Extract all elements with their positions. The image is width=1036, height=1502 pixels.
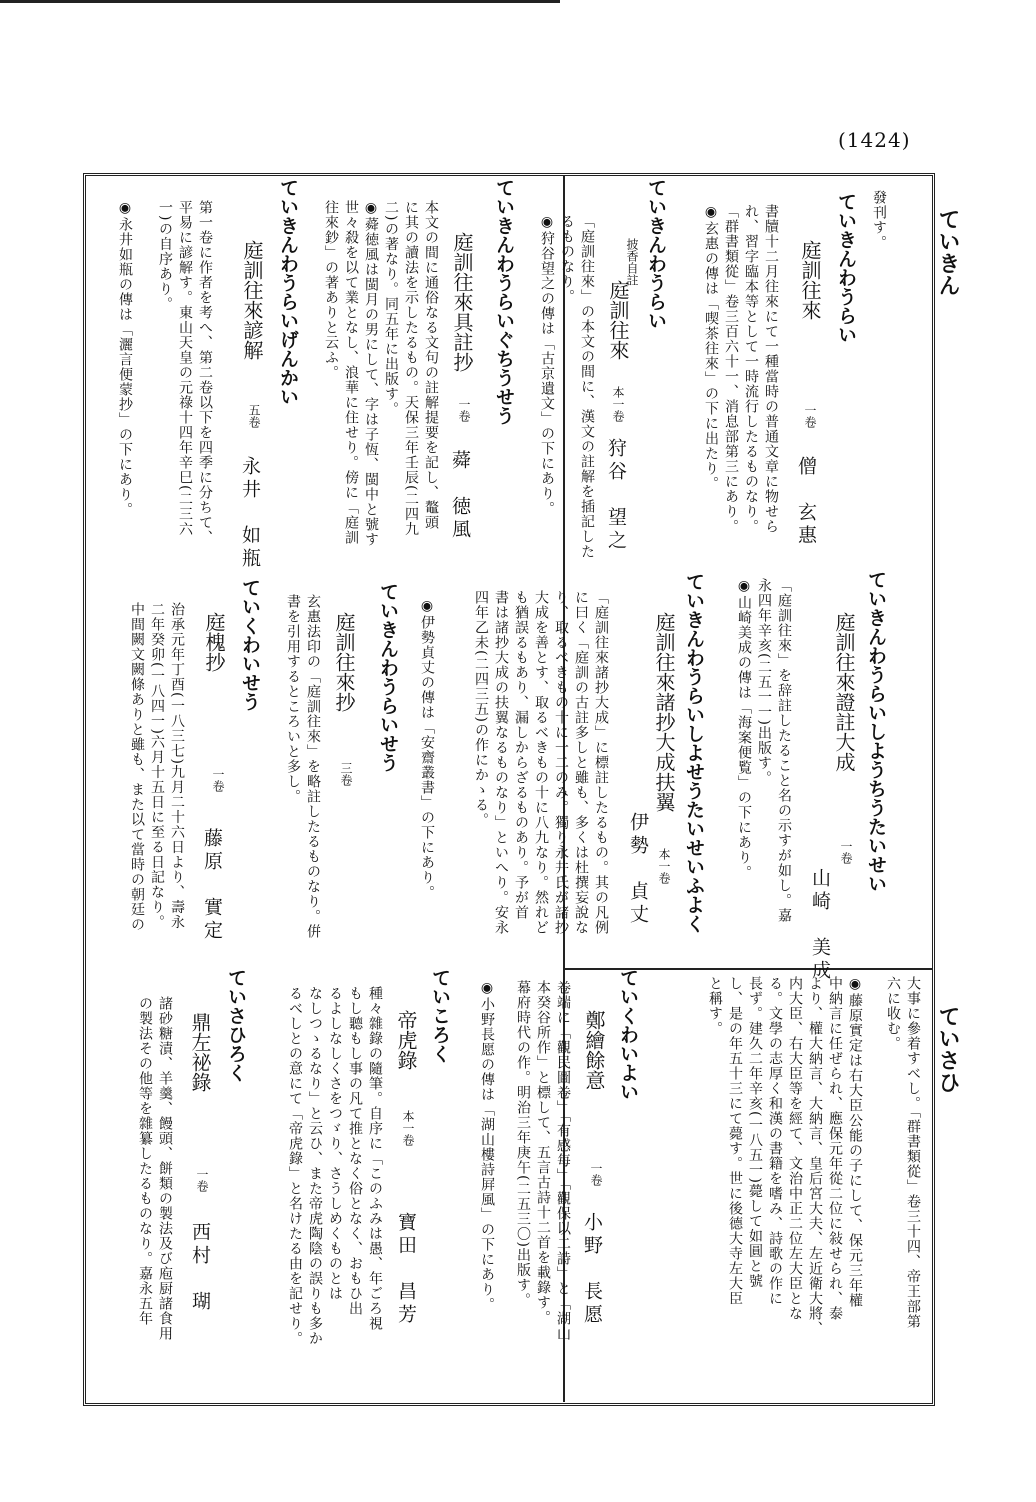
text-line: れ、習字臨本等として一時流行したるものなり。 [743,204,759,534]
text-line: 第一卷に作者を考へ、第二卷以下を四季に分ちて、 [197,200,213,545]
entry-title: 庭訓往來 [606,280,630,360]
top-rule [0,0,560,3]
text-line: 諸砂糖漬、羊羹、饅頭、餅類の製法及び庖厨諸食用 [157,996,173,1341]
text-line: 「庭訓往來諸抄大成」に標註したるもの。其の凡例 [593,590,609,935]
entry-author: 僧 玄惠 [795,456,817,548]
text-line: り、取るべきもの十に一二のみ。獨り永井氏が諸抄 [553,590,569,935]
text-line: 二年癸卯(一八四一)六月十五日に至る日記なり。 [149,602,165,930]
entry-author: 山崎 美成 [809,868,831,983]
entry-author: 蕣 徳風 [449,450,471,542]
entry-title: 鼎左祕錄 [188,1012,212,1092]
text-line: 玄惠法印の「庭訓往來」を略註したるものなり。倂 [305,594,321,939]
text-line: 「庭訓往來」の本文の間に、漢文の註解を插記した [579,214,595,559]
entry-heading: ていさひろく [225,968,247,1082]
text-line: 一)の自序あり。 [157,200,173,312]
entry-title: 庭槐抄 [202,612,226,672]
entry-note: 披香自註 [625,238,639,286]
text-line: 中納言に任ぜられ、應保元年從二位に敍せられ、泰 [827,976,843,1321]
side-label-top: ていきん [935,208,960,296]
text-line: 幕府時代の作。明治三年庚午(二五三〇)出版す。 [515,980,531,1308]
text-line: 種々雜錄の隨筆。自序に「このふみは愚、年ごろ視 [367,986,383,1331]
text-line: る。文學の志厚く和漢の書籍を嗜み、詩歌の作に [767,976,783,1306]
entry-volumes: 一卷 [803,404,817,428]
text-line: るべしとの意にて「帝虎錄」と名けたる由を記せり。 [287,986,303,1346]
side-label-bottom: ていさひ [935,1005,960,1093]
entry-volumes: 一卷 [195,1168,209,1192]
text-line: 平易に諺解す。東山天皇の元祿十四年辛巳(二三六 [177,200,193,537]
text-line: ◉玄惠の傳は「喫茶往來」の下に出たり。 [703,204,719,491]
text-line: 二)の著なり。同五年に出版す。 [383,200,399,417]
text-line: より、權大納言、大納言、皇后宮大夫、左近衛大將、 [807,976,823,1336]
text-line: 書は諸抄大成の扶翼なるものなり」といへり。安永 [493,590,509,935]
entry-heading: ていきんわうらい [835,192,857,344]
entry-heading: ていくわいよい [617,968,639,1101]
text-line: 本文の間に通俗なる文句の註解提要を記し、鼇頭 [423,200,439,530]
text-line: 書を引用するところいと多し。 [285,594,301,804]
entry-title: 庭訓往來諺解 [240,240,264,360]
text-line: 發刊す。 [871,190,887,250]
text-line: なしつゝるなり」と云ひ、また帝虎陶陰の誤りも多か [307,986,323,1346]
text-line: に曰く「庭訓の古註多しと雖も、多くは杜撰妄說な [573,590,589,935]
entry-author: 小野 長愿 [581,1212,603,1327]
text-line: 治承元年丁酉(一八三七)九月二十六日より、壽永 [169,602,185,930]
entry-title: 庭訓往來抄 [332,612,356,712]
entry-title: 庭訓往來諸抄大成扶翼 [652,612,676,812]
entry-volumes: 一卷 [211,768,225,792]
entry-title: 庭訓往來 [798,240,822,320]
entry-title: 鄭繪餘意 [582,1010,606,1090]
entry-author: 寶田 昌芳 [395,1212,417,1327]
text-line: 「庭訓往來」を辞註したること名の示すが如し。嘉 [776,578,792,923]
text-line: ◉蕣徳風は閩月の男にして、字は子恆、閩中と號す [363,200,379,547]
entry-heading: ていきんわうらいげんかい [277,178,299,406]
text-line: に其の讀法を示したるもの。天保三年壬辰(二四九 [403,200,419,537]
text-line: 永四年辛亥(二五一一)出版す。 [756,578,772,786]
text-line: 「群書類從」卷三百六十一、消息部第三にあり。 [723,204,739,534]
text-line: 中間闕文闕條ありと雖も、また以て當時の朝廷の [129,602,145,932]
text-line: ◉藤原實定は右大臣公能の子にして、保元三年權 [847,976,863,1308]
text-line: ◉伊勢貞丈の傳は「安齋叢書」の下にあり。 [419,598,435,900]
entry-title: 庭訓往來具註抄 [450,232,474,372]
entry-heading: ていくわいせう [239,578,261,711]
text-line: 長ず。建久二年辛亥(一八五一)薨して如圓と號 [747,976,763,1289]
text-line: 書牘十二月往來にて一種當時の普通文章に物せら [763,204,779,534]
entry-heading: ていきんわうらいぐちうせう [493,178,515,425]
entry-volumes: 三卷 [339,762,353,786]
entry-author: 西村 瑚 [189,1222,211,1314]
entry-volumes: 一卷 [839,840,853,864]
text-line: 内大臣、右大臣等を經て、文治中正二位左大臣とな [787,976,803,1321]
text-line: もし聽もし事の凡て推となく俗となく、おもひ出 [347,986,363,1316]
text-line: も猶誤るもあり、漏しからざるものあり。予が首 [513,590,529,920]
entry-author: 藤原 實定 [201,828,223,943]
text-line: 往來鈔」の著ありと云ふ。 [323,200,339,380]
entry-volumes: 五卷 [247,404,261,428]
text-line: ◉小野長愿の傳は「湖山樓詩屛風」の下にあり。 [479,980,495,1312]
text-line: 四年乙未(二四三五)の作にかゝる。 [473,590,489,828]
text-line: 世々殺を以て業となし、浪華に住せり。傍に「庭訓 [343,200,359,545]
text-line: 大成を善とす、取るべきもの十に八九なり。然れど [533,590,549,935]
entry-heading: ていころく [429,968,451,1063]
text-line: し、是の年五十三にて薨す。世に後德大寺左大臣 [727,976,743,1306]
text-line: ◉山崎美成の傳は「海案便覧」の下にあり。 [736,578,752,880]
text-line: 本癸谷所作」と標して、五言古詩十二首を載錄す。 [535,980,551,1325]
entry-heading: ていきんわうらいしよせうたいせいふよく [683,572,705,933]
entry-author: 永井 如瓶 [239,456,261,571]
entry-volumes: 一卷 [457,398,471,422]
entry-author: 狩谷 望之 [605,438,627,553]
entry-volumes: 本一卷 [657,848,671,884]
text-line: 大事に參着すべし。「群書類從」卷三十四、帝王部第 [905,976,921,1329]
text-line: るものなり。 [559,214,575,304]
entry-volumes: 本一卷 [401,1110,415,1146]
text-line: るよしなしくさをつゞり、さうしめくものとは [327,986,343,1301]
text-line: ◉永井如瓶の傳は「灑言便蒙抄」の下にあり。 [117,200,133,517]
text-line: と稱す。 [707,976,723,1036]
entry-heading: ていきんわうらいしようちうたいせい [865,570,887,893]
entry-volumes: 一卷 [589,1162,603,1186]
text-line: ◉狩谷望之の傳は「古京遺文」の下にあり。 [539,214,555,516]
entry-title: 帝虎錄 [394,1010,418,1070]
entry-title: 庭訓往來證註大成 [832,612,856,772]
text-line: 卷端に「觀民圖卷」「有感每」「觀保以二詩」と「湖山 [555,980,571,1341]
entry-author: 伊勢 貞丈 [627,812,649,927]
entry-heading: ていきんわうらい [645,178,667,330]
text-line: 六に收む。 [885,976,901,1051]
entry-heading: ていきんわうらいせう [377,582,399,772]
entry-volumes: 本一卷 [611,386,625,422]
page-number: (1424) [838,128,911,152]
text-line: の製法その他等を雜纂したるものなり。嘉永五年 [137,996,153,1326]
